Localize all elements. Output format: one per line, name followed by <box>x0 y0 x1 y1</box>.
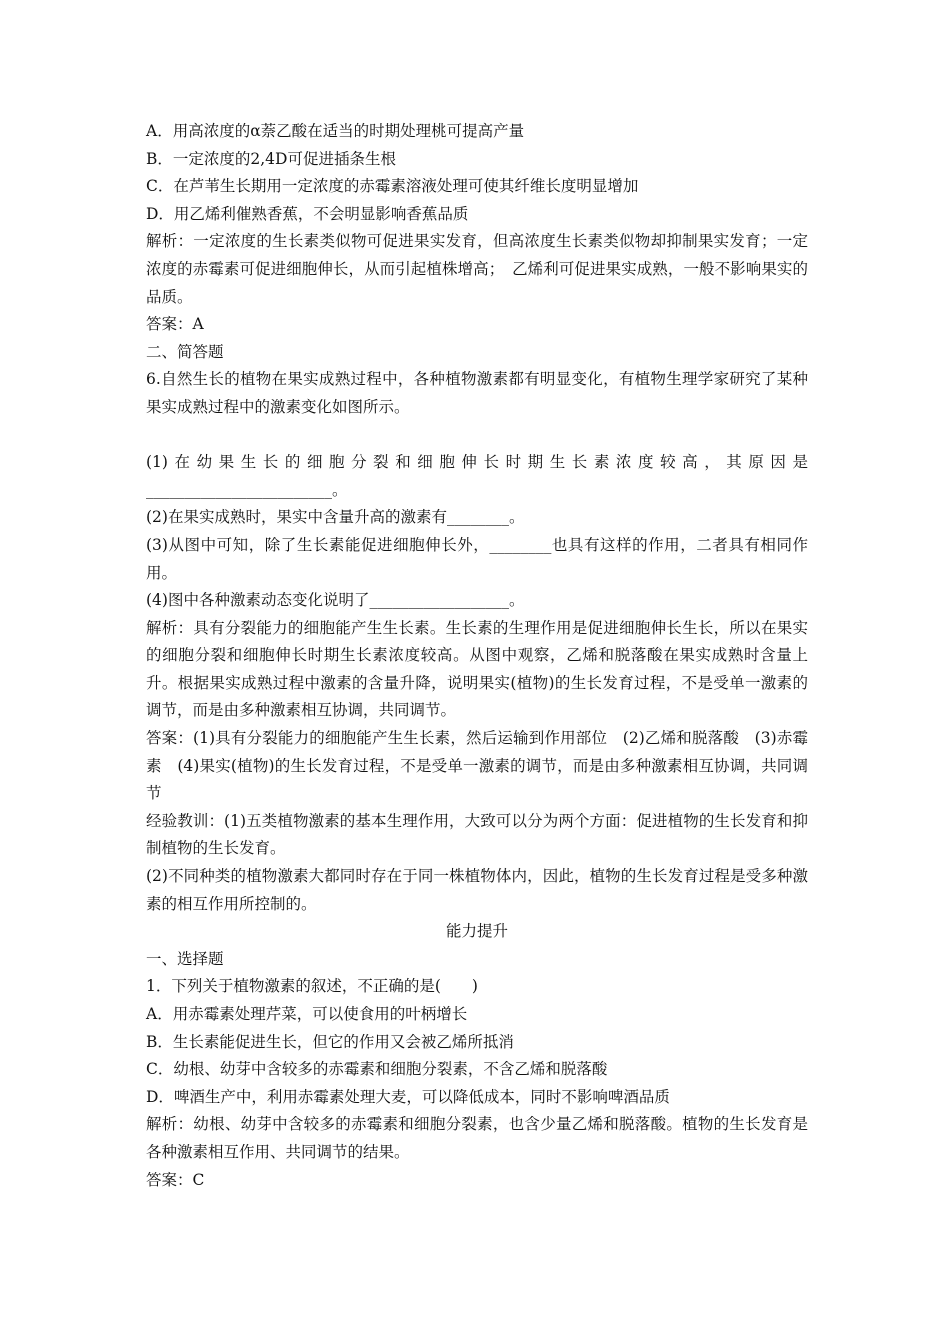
question-1-answer: 答案：C <box>146 1170 205 1189</box>
document-page <box>146 118 808 1194</box>
question-6-answer: 答案：(1)具有分裂能力的细胞能产生生长素，然后运输到作用部位 (2)乙烯和脱落酸 (3)赤霉素 (4)果实(植物)的生长发育过程，不是受单一激素的调节，而是由多种激素相互协调，共同调节 <box>146 729 808 803</box>
option-a: A．用高浓度的α萘乙酸在适当的时期处理桃可提高产量 <box>146 122 525 140</box>
question-1-stem: 1．下列关于植物激素的叙述，不正确的是( ) <box>146 977 478 996</box>
question-1-analysis: 解析：幼根、幼芽中含较多的赤霉素和细胞分裂素，也含少量乙烯和脱落酸。植物的生长发育是各种激素相互作用、共同调节的结果。 <box>146 1115 808 1161</box>
figure-placeholder <box>146 422 808 450</box>
analysis-paragraph: 解析：一定浓度的生长素类似物可促进果实发育，但高浓度生长素类似物却抑制果实发育；一定浓度的赤霉素可促进细胞伸长，从而引起植株增高； 乙烯利可促进果实成熟，一般不影响果实的品质。 <box>146 232 808 306</box>
section-heading-choice: 一、选择题 <box>146 949 224 968</box>
lesson-learned-1: 经验教训：(1)五类植物激素的基本生理作用，大致可以分为两个方面：促进植物的生长发育和抑制植物的生长发育。 <box>146 811 808 858</box>
q1-option-a: A．用赤霉素处理芹菜，可以使食用的叶柄增长 <box>146 1005 468 1023</box>
question-6-sub-3: (3)从图中可知，除了生长素能促进细胞伸长外，________也具有这样的作用，二者具有相同作用。 <box>146 535 808 582</box>
section-heading-short-answer: 二、简答题 <box>146 342 224 361</box>
question-6-sub-4: (4)图中各种激素动态变化说明了__________________。 <box>146 591 525 610</box>
q1-option-d: D．啤酒生产中，利用赤霉素处理大麦，可以降低成本，同时不影响啤酒品质 <box>146 1087 670 1106</box>
q1-option-c: C．幼根、幼芽中含较多的赤霉素和细胞分裂素，不含乙烯和脱落酸 <box>146 1060 608 1079</box>
q1-option-b: B．生长素能促进生长，但它的作用又会被乙烯所抵消 <box>146 1032 514 1051</box>
option-c: C．在芦苇生长期用一定浓度的赤霉素溶液处理可使其纤维长度明显增加 <box>146 177 639 196</box>
question-6-analysis: 解析：具有分裂能力的细胞能产生生长素。生长素的生理作用是促进细胞伸长生长，所以在果实的细胞分裂和细胞伸长时期生长素浓度较高。从图中观察，乙烯和脱落酸在果实成熟时含量上升。根据果实成熟过程中激素的含量升降，说明果实(植物)的生长发育过程，不是受单一激素的调节，而是由多种激素相互协调，共同调节。 <box>146 618 808 720</box>
option-b: B．一定浓度的2,4D可促进插条生根 <box>146 149 396 168</box>
ability-section-title: 能力提升 <box>445 922 508 941</box>
option-d: D．用乙烯利催熟香蕉，不会明显影响香蕉品质 <box>146 204 469 223</box>
question-6-sub-2: (2)在果实成熟时，果实中含量升高的激素有________。 <box>146 508 525 527</box>
lesson-learned-2: (2)不同种类的植物激素大都同时存在于同一株植物体内，因此，植物的生长发育过程是受多种激素的相互作用所控制的。 <box>146 867 808 913</box>
question-6-stem: 6.自然生长的植物在果实成熟过程中，各种植物激素都有明显变化，有植物生理学家研究了某种果实成熟过程中的激素变化如图所示。 <box>146 370 808 416</box>
question-6-sub-1: (1)在幼果生长的细胞分裂和细胞伸长时期生长素浓度较高，其原因是________________________。 <box>146 453 808 499</box>
answer-line: 答案：A <box>146 315 204 334</box>
